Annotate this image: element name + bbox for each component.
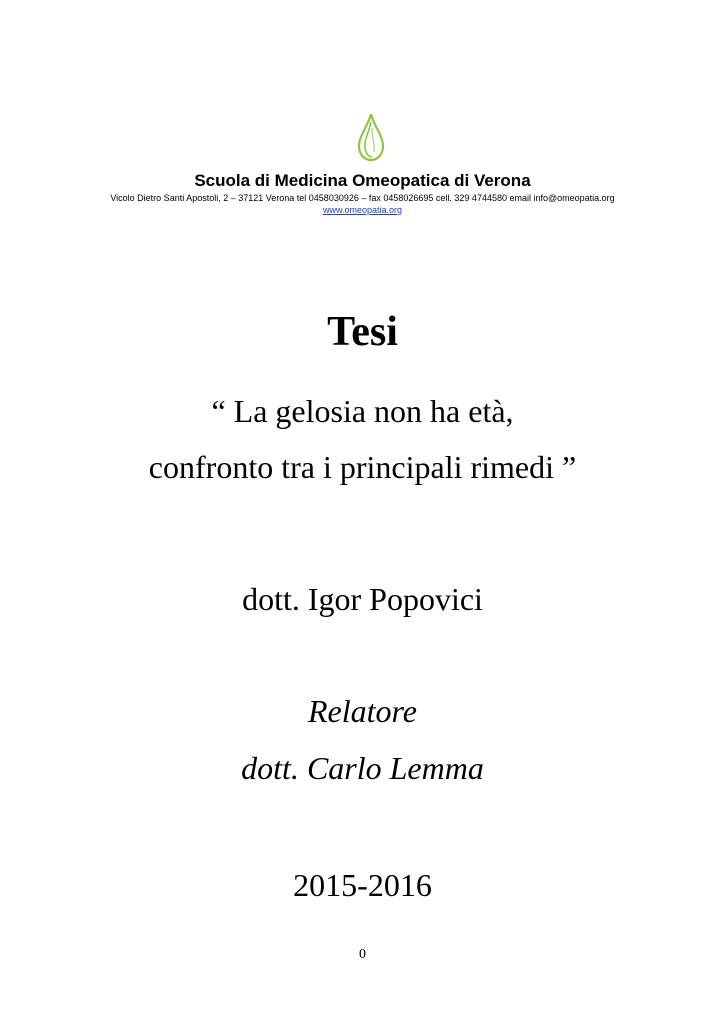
thesis-subtitle-line-2: confronto tra i principali rimedi ” [148, 449, 577, 485]
academic-year: 2015-2016 [293, 867, 432, 903]
school-address: Vicolo Dietro Santi Apostoli, 2 – 37121 Verona tel 0458030926 – fax 0458026695 cell. 329 4744580 email info@omeopatia.org [110, 193, 615, 203]
thesis-title: Tesi [327, 309, 398, 355]
thesis-author: dott. Igor Popovici [242, 581, 483, 617]
website-link[interactable]: www.omeopatia.org [322, 205, 403, 215]
relatore-name: dott. Carlo Lemma [241, 750, 484, 786]
school-name: Scuola di Medicina Omeopatica di Verona [194, 171, 531, 190]
school-website [0, 204, 725, 216]
relatore-label: Relatore [308, 693, 417, 729]
thesis-subtitle-line-1: “ La gelosia non ha età, [211, 393, 514, 429]
page-number: 0 [359, 947, 366, 962]
drop-logo-icon [355, 112, 387, 162]
